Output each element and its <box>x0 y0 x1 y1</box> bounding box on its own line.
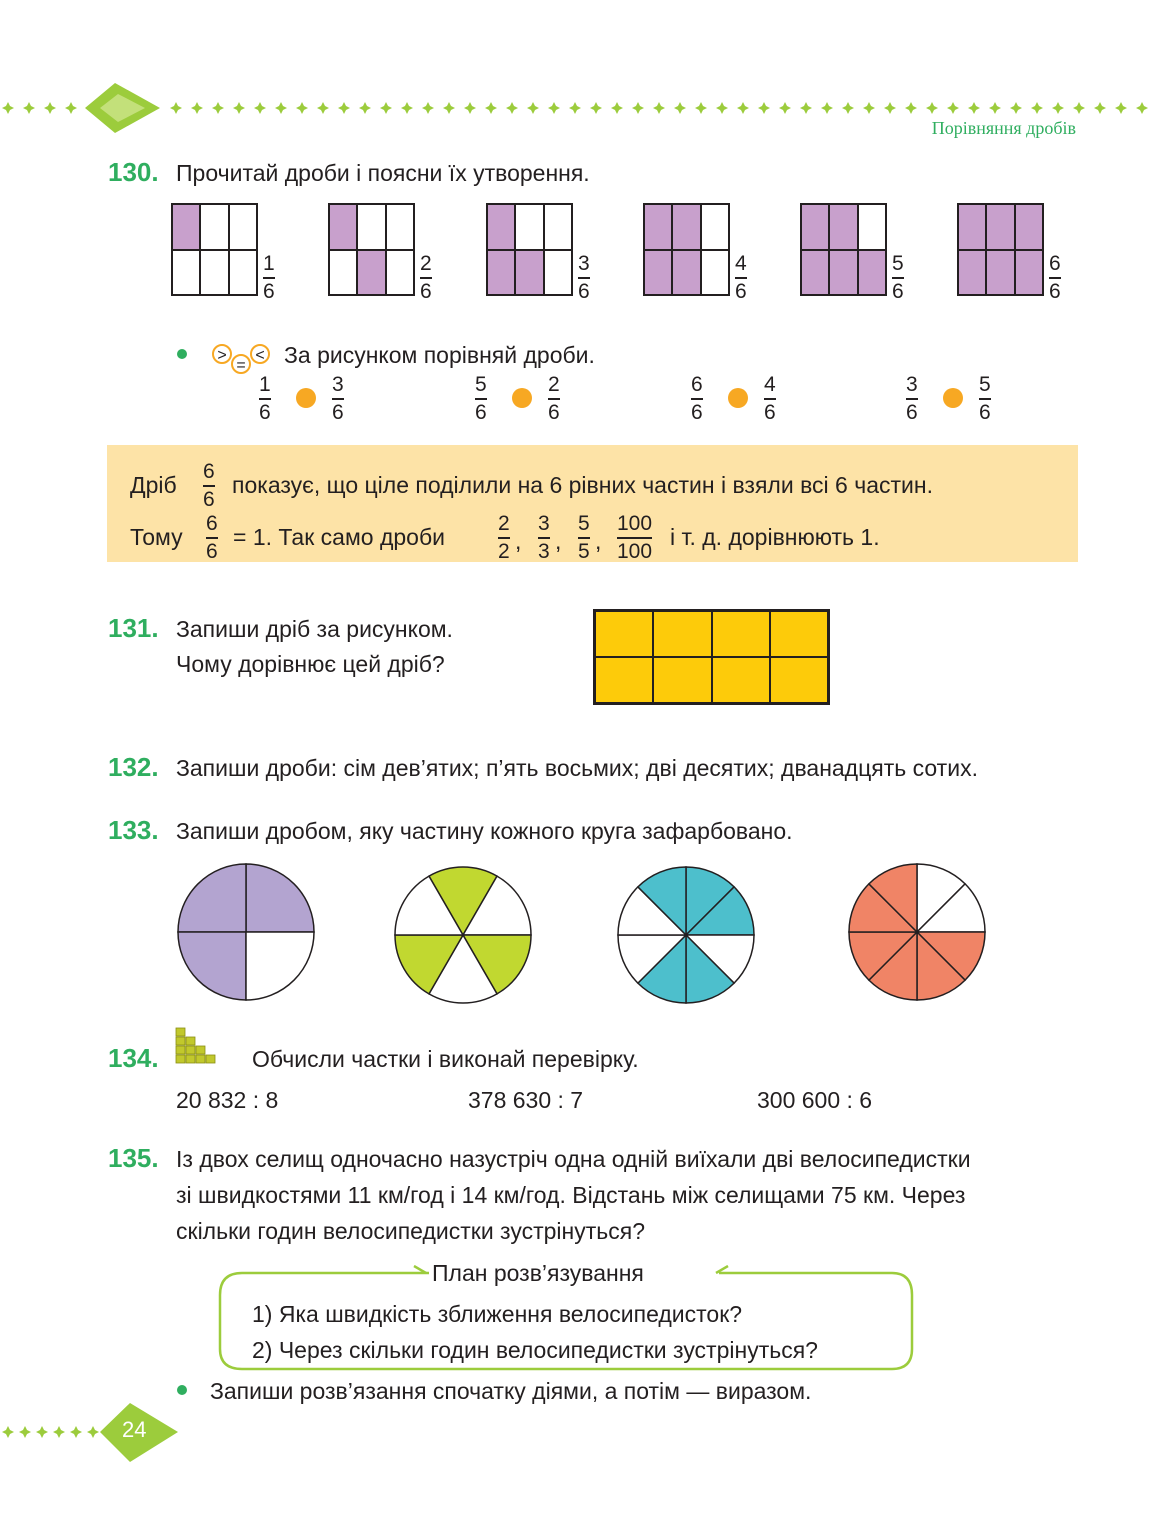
star-dot-icon <box>338 102 350 114</box>
star-dot-icon <box>1136 102 1148 114</box>
star-dot-icon <box>87 1426 99 1438</box>
rule-fraction <box>498 513 510 563</box>
numerator: 2 <box>498 512 510 535</box>
numerator: 1 <box>263 252 275 275</box>
rule-line2-mid: = 1. Так само дроби <box>233 524 445 550</box>
empty-cell <box>357 204 385 250</box>
star-dot-icon <box>842 102 854 114</box>
compare-fraction-right <box>548 374 560 424</box>
numerator: 4 <box>764 373 776 396</box>
denominator: 6 <box>906 400 918 424</box>
numerator: 6 <box>203 460 215 483</box>
star-dot-icon <box>401 102 413 114</box>
star-dot-icon <box>947 102 959 114</box>
star-dot-icon <box>758 102 770 114</box>
empty-cell <box>544 250 572 296</box>
rule-fraction <box>538 513 550 563</box>
star-dot-icon <box>716 102 728 114</box>
exercise-number-135: 135. <box>108 1143 159 1173</box>
star-dot-icon <box>1094 102 1106 114</box>
numerator: 3 <box>906 373 918 396</box>
empty-cell <box>329 250 357 296</box>
star-dot-icon <box>70 1426 82 1438</box>
denominator: 6 <box>764 400 776 424</box>
shaded-cell <box>1015 250 1043 296</box>
sign-greater: > <box>217 347 227 364</box>
fraction-grid <box>957 203 1044 296</box>
star-dot-icon <box>569 102 581 114</box>
star-dot-icon <box>296 102 308 114</box>
star-dot-icon <box>53 1426 65 1438</box>
shaded-cell <box>858 250 886 296</box>
star-dot-icon <box>1052 102 1064 114</box>
empty-cell <box>200 204 228 250</box>
denominator: 6 <box>259 400 271 424</box>
comparison-slot[interactable] <box>728 388 748 408</box>
numerator: 3 <box>332 373 344 396</box>
blocks-icon <box>175 1027 223 1067</box>
empty-cell <box>515 204 543 250</box>
expression-2: 378 630 : 7 <box>468 1087 584 1113</box>
star-dot-icon <box>989 102 1001 114</box>
numerator: 5 <box>475 373 487 396</box>
shaded-cell <box>329 204 357 250</box>
comparison-slot[interactable] <box>512 388 532 408</box>
star-dot-icon <box>254 102 266 114</box>
star-dot-icon <box>968 102 980 114</box>
exercise-task-131-line1: Запиши дріб за рисунком. <box>176 616 453 642</box>
star-dot-icon <box>800 102 812 114</box>
shaded-cell <box>986 204 1014 250</box>
rule-line2-post: і т. д. дорівнюють 1. <box>670 524 880 550</box>
rule-line2-pre: Тому <box>130 524 183 550</box>
shaded-cell <box>801 204 829 250</box>
yellow-grid-figure <box>593 609 830 705</box>
fraction-label <box>420 253 432 303</box>
shaded-cell <box>487 250 515 296</box>
star-dot-icon <box>1073 102 1085 114</box>
denominator: 6 <box>979 400 991 424</box>
denominator: 6 <box>578 279 590 303</box>
compare-fraction-left <box>475 374 487 424</box>
empty-cell <box>544 204 572 250</box>
shaded-cell <box>672 204 700 250</box>
circle-lime-sixths <box>393 865 533 1005</box>
fraction-label <box>735 253 747 303</box>
star-dot-icon <box>611 102 623 114</box>
empty-cell <box>858 204 886 250</box>
denominator: 3 <box>538 539 550 563</box>
star-dot-icon <box>2 1426 14 1438</box>
star-dot-icon <box>527 102 539 114</box>
sign-less: < <box>255 347 265 364</box>
bullet-icon <box>177 1385 187 1395</box>
compare-fraction-left <box>691 374 703 424</box>
numerator: 100 <box>617 512 653 535</box>
star-dot-icon <box>191 102 203 114</box>
shaded-cell <box>958 250 986 296</box>
star-dot-icon <box>926 102 938 114</box>
star-dot-icon <box>695 102 707 114</box>
denominator: 6 <box>691 400 703 424</box>
circle-cyan-eighths <box>616 865 756 1005</box>
numerator: 6 <box>206 512 218 535</box>
shaded-cell <box>958 204 986 250</box>
denominator: 2 <box>498 539 510 563</box>
fraction-grid <box>643 203 730 296</box>
compare-fraction-left <box>906 374 918 424</box>
star-dot-icon <box>275 102 287 114</box>
star-dot-icon <box>884 102 896 114</box>
star-dot-icon <box>2 102 14 114</box>
star-dot-icon <box>1010 102 1022 114</box>
star-dot-icon <box>632 102 644 114</box>
compare-fraction-right <box>332 374 344 424</box>
exercise-number-133: 133. <box>108 815 159 845</box>
exercise-task-135-line3: скільки годин велосипедистки зустрінуться? <box>176 1218 645 1244</box>
star-dot-icon <box>590 102 602 114</box>
star-dot-icon <box>821 102 833 114</box>
fraction-label <box>263 253 275 303</box>
star-dot-icon <box>23 102 35 114</box>
comparison-slot[interactable] <box>296 388 316 408</box>
compare-fraction-right <box>979 374 991 424</box>
star-dot-icon <box>65 102 77 114</box>
shaded-cell <box>829 204 857 250</box>
sign-equal: = <box>236 357 246 374</box>
denominator: 6 <box>548 400 560 424</box>
star-dot-icon <box>170 102 182 114</box>
exercise-number-134: 134. <box>108 1043 159 1073</box>
compare-task: За рисунком порівняй дроби. <box>284 342 595 368</box>
plan-item-1: 1) Яка швидкість зближення велосипедисток? <box>252 1301 743 1327</box>
final-task: Запиши розв’язання спочатку діями, а потім — виразом. <box>210 1378 812 1404</box>
denominator: 100 <box>617 539 653 563</box>
rule-fraction <box>578 513 590 563</box>
plan-item-2: 2) Через скільки годин велосипедистки зустрінуться? <box>252 1337 818 1363</box>
fraction-label <box>578 253 590 303</box>
empty-cell <box>386 250 414 296</box>
shaded-cell <box>672 250 700 296</box>
star-dot-icon <box>674 102 686 114</box>
exercise-task-130: Прочитай дроби і поясни їх утворення. <box>176 160 590 186</box>
star-dot-icon <box>212 102 224 114</box>
comma: , <box>515 528 522 554</box>
shaded-cell <box>1015 204 1043 250</box>
denominator: 6 <box>263 279 275 303</box>
exercise-task-133: Запиши дробом, яку частину кожного круга зафарбовано. <box>176 818 793 844</box>
denominator: 6 <box>1049 279 1061 303</box>
star-dot-icon <box>443 102 455 114</box>
star-dot-icon <box>19 1426 31 1438</box>
star-dot-icon <box>506 102 518 114</box>
empty-cell <box>701 204 729 250</box>
denominator: 5 <box>578 539 590 563</box>
star-dot-icon <box>317 102 329 114</box>
circle-salmon-eighths <box>847 862 987 1002</box>
numerator: 4 <box>735 252 747 275</box>
numerator: 5 <box>892 252 904 275</box>
empty-cell <box>386 204 414 250</box>
star-dot-icon <box>380 102 392 114</box>
denominator: 6 <box>203 487 215 511</box>
section-title: Порівняння дробів <box>931 118 1076 138</box>
star-dot-icon <box>905 102 917 114</box>
fraction-label <box>892 253 904 303</box>
denominator: 6 <box>206 539 218 563</box>
star-dot-icon <box>1115 102 1127 114</box>
shaded-cell <box>801 250 829 296</box>
star-dot-icon <box>737 102 749 114</box>
rule-fraction <box>617 513 652 563</box>
exercise-number-130: 130. <box>108 157 159 187</box>
rule-fraction <box>203 461 215 511</box>
shaded-cell <box>357 250 385 296</box>
numerator: 2 <box>420 252 432 275</box>
page-number: 24 <box>122 1417 147 1442</box>
numerator: 3 <box>538 512 550 535</box>
empty-cell <box>701 250 729 296</box>
shaded-cell <box>644 250 672 296</box>
denominator: 6 <box>892 279 904 303</box>
comma: , <box>555 528 562 554</box>
star-dot-icon <box>233 102 245 114</box>
footer-ornament <box>0 1400 200 1470</box>
compare-fraction-left <box>259 374 271 424</box>
compare-fraction-right <box>764 374 776 424</box>
exercise-task-132: Запиши дроби: сім дев’ятих; п’ять восьмих; дві десятих; дванадцять сотих. <box>176 755 978 781</box>
comparison-slot[interactable] <box>943 388 963 408</box>
fraction-label <box>1049 253 1061 303</box>
denominator: 6 <box>735 279 747 303</box>
fraction-grid <box>171 203 258 296</box>
star-dot-icon <box>548 102 560 114</box>
star-dot-icon <box>653 102 665 114</box>
denominator: 6 <box>332 400 344 424</box>
empty-cell <box>172 250 200 296</box>
exercise-task-134: Обчисли частки і виконай перевірку. <box>252 1046 639 1072</box>
star-dot-icon <box>359 102 371 114</box>
numerator: 5 <box>979 373 991 396</box>
shaded-cell <box>644 204 672 250</box>
plan-title: План розв’язування <box>432 1260 644 1286</box>
numerator: 6 <box>1049 252 1061 275</box>
comma: , <box>595 528 602 554</box>
numerator: 1 <box>259 373 271 396</box>
star-dot-icon <box>863 102 875 114</box>
star-dot-icon <box>422 102 434 114</box>
denominator: 6 <box>475 400 487 424</box>
compare-signs-icon <box>206 340 276 376</box>
fraction-grid <box>328 203 415 296</box>
star-dot-icon <box>485 102 497 114</box>
rule-line1-post: показує, що ціле поділили на 6 рівних частин і взяли всі 6 частин. <box>232 472 933 498</box>
numerator: 6 <box>691 373 703 396</box>
empty-cell <box>200 250 228 296</box>
exercise-task-135-line2: зі швидкостями 11 км/год і 14 км/год. Відстань між селищами 75 км. Через <box>176 1182 966 1208</box>
numerator: 2 <box>548 373 560 396</box>
shaded-cell <box>986 250 1014 296</box>
numerator: 5 <box>578 512 590 535</box>
star-dot-icon <box>44 102 56 114</box>
star-dot-icon <box>1031 102 1043 114</box>
bullet-icon <box>177 349 187 359</box>
denominator: 6 <box>420 279 432 303</box>
exercise-number-131: 131. <box>108 613 159 643</box>
expression-1: 20 832 : 8 <box>176 1087 279 1113</box>
shaded-cell <box>487 204 515 250</box>
fraction-grid <box>800 203 887 296</box>
exercise-number-132: 132. <box>108 752 159 782</box>
numerator: 3 <box>578 252 590 275</box>
exercise-task-135-line1: Із двох селищ одночасно назустріч одна одній виїхали дві велосипедистки <box>176 1146 971 1172</box>
circle-purple-quarters <box>176 862 316 1002</box>
star-dot-icon <box>779 102 791 114</box>
shaded-cell <box>829 250 857 296</box>
star-dot-icon <box>36 1426 48 1438</box>
empty-cell <box>229 250 257 296</box>
empty-cell <box>229 204 257 250</box>
rule-fraction <box>206 513 218 563</box>
star-dot-icon <box>464 102 476 114</box>
shaded-cell <box>172 204 200 250</box>
fraction-grid <box>486 203 573 296</box>
exercise-task-131-line2: Чому дорівнює цей дріб? <box>176 651 445 677</box>
shaded-cell <box>515 250 543 296</box>
rule-line1-pre: Дріб <box>130 472 177 498</box>
expression-3: 300 600 : 6 <box>757 1087 873 1113</box>
